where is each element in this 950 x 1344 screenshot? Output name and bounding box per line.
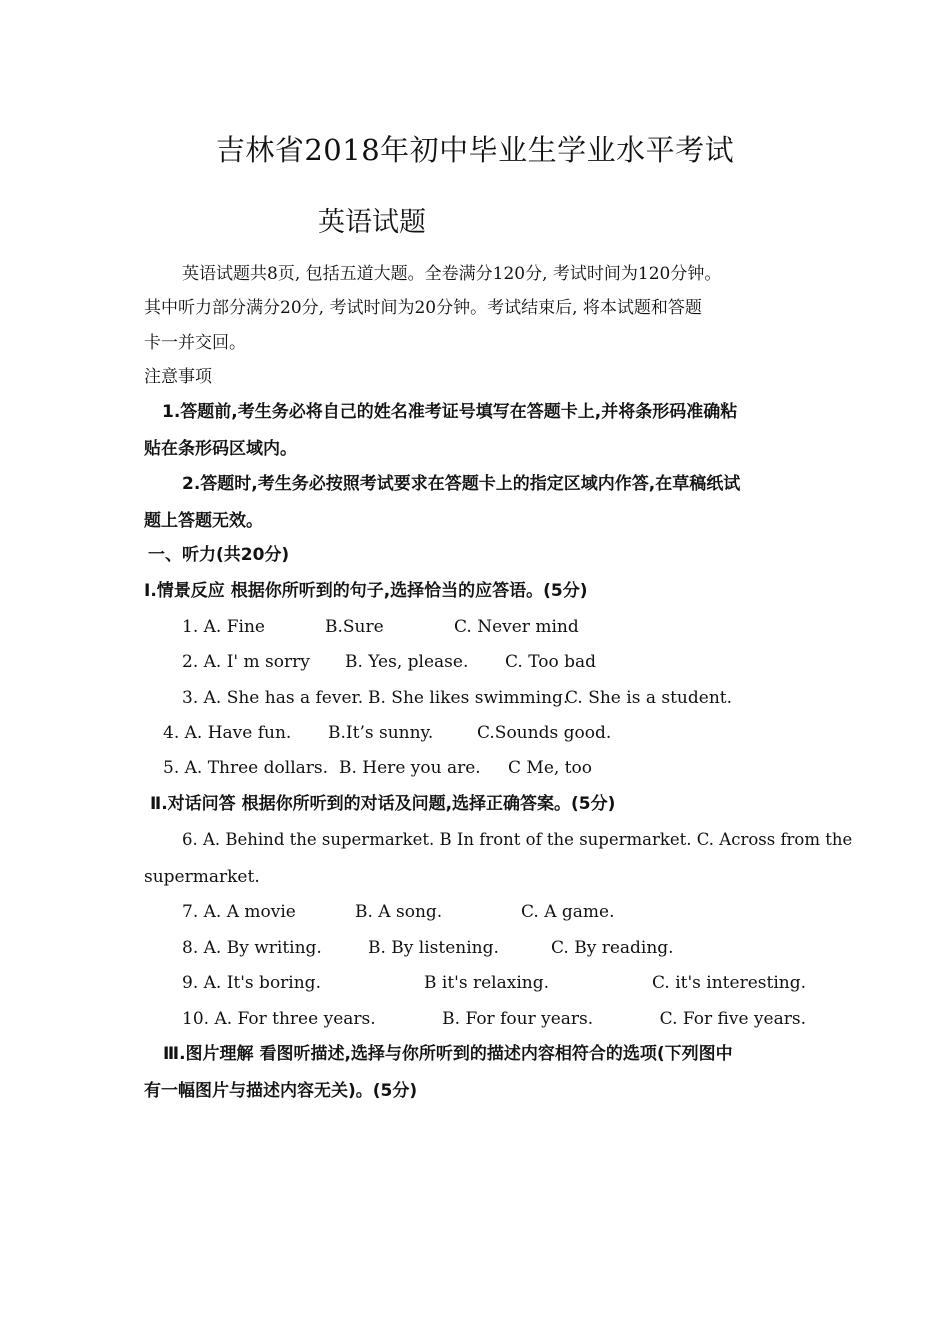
intro-line-3: 卡一并交回。	[144, 333, 246, 353]
q2-option-a: 2. A. I' m sorry	[182, 652, 310, 672]
q7-option-a: 7. A. A movie	[182, 902, 296, 922]
q1-option-c: C. Never mind	[454, 617, 579, 637]
q10-option-c: C. For five years.	[659, 1009, 806, 1029]
q6-line-1: 6. A. Behind the supermarket. B In front of the supermarket. C. Across from the	[182, 830, 853, 849]
intro-line-2: 其中听力部分满分20分, 考试时间为20分钟。考试结束后, 将本试题和答题	[144, 298, 702, 318]
q5-option-b: B. Here you are.	[339, 758, 481, 778]
q9-option-b: B it's relaxing.	[424, 973, 549, 993]
q5-option-a: 5. A. Three dollars.	[163, 758, 329, 778]
q1-option-a: 1. A. Fine	[182, 617, 265, 637]
q8-option-c: C. By reading.	[551, 938, 674, 958]
notice-item-2-line-2: 题上答题无效。	[144, 511, 263, 531]
q4-option-a: 4. A. Have fun.	[163, 723, 292, 743]
section2-heading: Ⅱ.对话问答 根据你所听到的对话及问题,选择正确答案。(5分)	[150, 794, 616, 814]
q8-option-b: B. By listening.	[368, 938, 499, 958]
section3-heading-line-1: Ⅲ.图片理解 看图听描述,选择与你所听到的描述内容相符合的选项(下列图中	[163, 1044, 733, 1064]
q10-option-b: B. For four years.	[442, 1009, 594, 1029]
q7-option-c: C. A game.	[521, 902, 615, 922]
q5-option-c: C Me, too	[508, 758, 592, 778]
intro-line-1: 英语试题共8页, 包括五道大题。全卷满分120分, 考试时间为120分钟。	[182, 264, 722, 284]
exam-title: 吉林省2018年初中毕业生学业水平考试	[215, 133, 735, 167]
q2-option-b: B. Yes, please.	[345, 652, 469, 672]
section3-heading-line-2: 有一幅图片与描述内容无关)。(5分)	[144, 1081, 418, 1101]
q4-option-b: B.It’s sunny.	[328, 723, 434, 743]
q9-option-a: 9. A. It's boring.	[182, 973, 321, 993]
q8-option-a: 8. A. By writing.	[182, 938, 322, 958]
q3-option-b: B. She likes swimming.	[368, 688, 569, 708]
notice-heading: 注意事项	[144, 367, 212, 387]
section1-heading: Ⅰ.情景反应 根据你所听到的句子,选择恰当的应答语。(5分)	[144, 581, 588, 601]
q9-option-c: C. it's interesting.	[652, 973, 806, 993]
question-10	[182, 1008, 806, 1030]
q6-line-2: supermarket.	[144, 867, 260, 887]
notice-item-2-line-1: 2.答题时,考生务必按照考试要求在答题卡上的指定区域内作答,在草稿纸试	[182, 474, 741, 494]
part1-heading: 一、听力(共20分)	[148, 545, 290, 565]
q1-option-b: B.Sure	[325, 617, 384, 637]
notice-item-1-line-1: 1.答题前,考生务必将自己的姓名准考证号填写在答题卡上,并将条形码准确粘	[162, 402, 738, 422]
q7-option-b: B. A song.	[355, 902, 443, 922]
question-9	[182, 972, 806, 994]
q2-option-c: C. Too bad	[505, 652, 597, 672]
exam-subtitle: 英语试题	[318, 207, 426, 238]
notice-item-1-line-2: 贴在条形码区域内。	[144, 439, 297, 459]
q10-option-a: 10. A. For three years.	[182, 1009, 376, 1029]
q3-option-a: 3. A. She has a fever.	[182, 688, 364, 708]
q4-option-c: C.Sounds good.	[477, 723, 612, 743]
q3-option-c: C. She is a student.	[565, 688, 733, 708]
